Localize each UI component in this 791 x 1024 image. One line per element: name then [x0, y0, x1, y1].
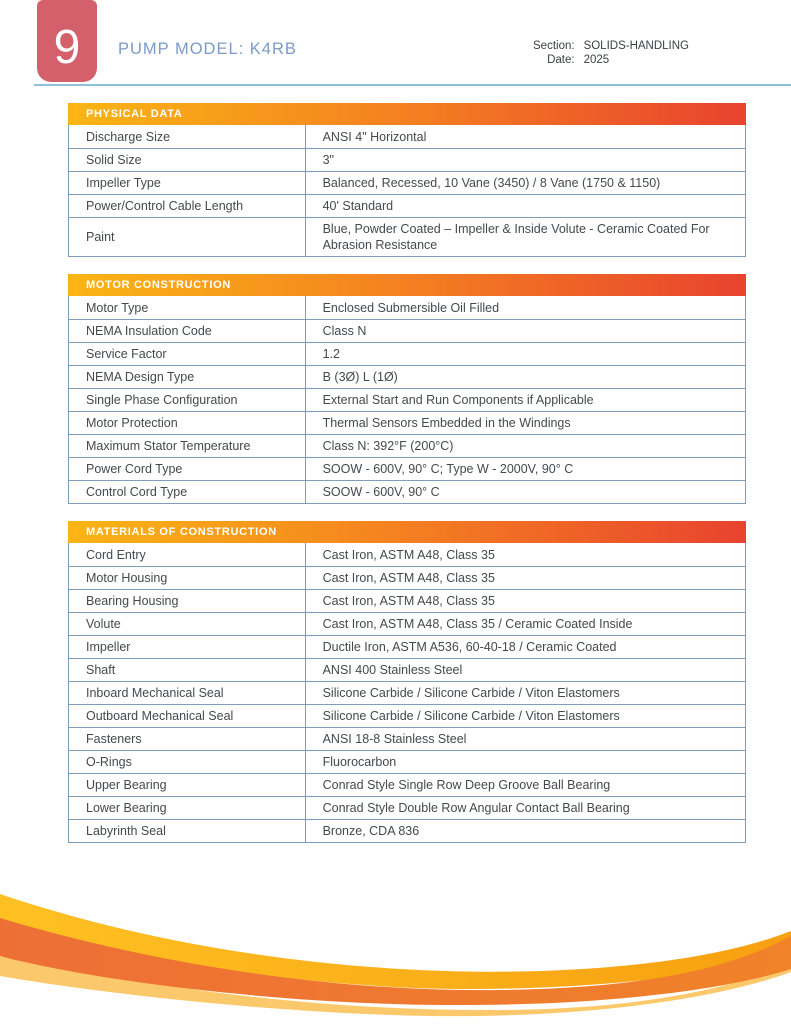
spec-label: Power Cord Type — [69, 458, 306, 480]
spec-label: Paint — [69, 218, 306, 256]
table-row — [69, 480, 745, 503]
date-label: Date: — [547, 54, 575, 66]
spec-value: Fluorocarbon — [322, 755, 397, 769]
table-row — [69, 704, 745, 727]
wave-peach-band — [0, 956, 791, 1016]
spec-value: ANSI 400 Stainless Steel — [322, 663, 463, 677]
spec-value: Ductile Iron, ASTM A536, 60-40-18 / Ceramic Coated — [322, 640, 617, 654]
spec-value: Conrad Style Double Row Angular Contact Ball Bearing — [322, 801, 630, 815]
table-body — [68, 296, 746, 504]
table-row — [69, 750, 745, 773]
spec-value: Class N: 392°F (200°C) — [322, 439, 454, 453]
spec-label: Lower Bearing — [69, 797, 306, 819]
table-title: MOTOR CONSTRUCTION — [68, 274, 746, 296]
spec-label: Maximum Stator Temperature — [69, 435, 306, 457]
spec-value: B (3Ø) L (1Ø) — [322, 370, 398, 384]
page-number-badge — [37, 0, 97, 82]
spec-label: Outboard Mechanical Seal — [69, 705, 306, 727]
spec-label: Motor Type — [69, 296, 306, 319]
table-row — [69, 457, 745, 480]
table-row — [69, 319, 745, 342]
page-number: 9 — [53, 21, 81, 74]
spec-label: Impeller Type — [69, 172, 306, 194]
page-header — [0, 0, 791, 86]
spec-label: Power/Control Cable Length — [69, 195, 306, 217]
table-row — [69, 773, 745, 796]
table-row — [69, 171, 745, 194]
table-row — [69, 365, 745, 388]
materials-of-construction-table — [68, 521, 746, 843]
table-row — [69, 612, 745, 635]
spec-label: Shaft — [69, 659, 306, 681]
spec-value: Conrad Style Single Row Deep Groove Ball Bearing — [322, 778, 611, 792]
spec-label: Motor Protection — [69, 412, 306, 434]
spec-value: Blue, Powder Coated – Impeller & Inside Volute - Ceramic Coated For Abrasion Resistance — [322, 222, 710, 252]
spec-label: Fasteners — [69, 728, 306, 750]
table-row — [69, 296, 745, 319]
table-row — [69, 434, 745, 457]
table-body — [68, 125, 746, 257]
spec-label: Volute — [69, 613, 306, 635]
spec-value: Balanced, Recessed, 10 Vane (3450) / 8 Vane (1750 & 1150) — [322, 176, 661, 190]
table-row — [69, 342, 745, 365]
page-title: PUMP MODEL: K4RB — [118, 40, 297, 58]
spec-value: 3" — [322, 153, 334, 167]
spec-value: Silicone Carbide / Silicone Carbide / Viton Elastomers — [322, 686, 620, 700]
spec-value: Class N — [322, 324, 367, 338]
motor-construction-table — [68, 274, 746, 504]
spec-value: ANSI 18-8 Stainless Steel — [322, 732, 467, 746]
spec-value: Bronze, CDA 836 — [322, 824, 420, 838]
table-row — [69, 681, 745, 704]
footer-wave-graphic — [0, 860, 791, 1024]
spec-value: Cast Iron, ASTM A48, Class 35 — [322, 571, 495, 585]
table-row — [69, 194, 745, 217]
spec-value: Thermal Sensors Embedded in the Windings — [322, 416, 571, 430]
table-row — [69, 796, 745, 819]
table-title: MATERIALS OF CONSTRUCTION — [68, 521, 746, 543]
spec-label: O-Rings — [69, 751, 306, 773]
spec-value: Cast Iron, ASTM A48, Class 35 — [322, 547, 495, 562]
spec-value: 1.2 — [322, 347, 340, 361]
table-row — [69, 411, 745, 434]
table-row — [69, 388, 745, 411]
spec-value: Silicone Carbide / Silicone Carbide / Viton Elastomers — [322, 709, 620, 723]
table-row — [69, 727, 745, 750]
spec-label: Motor Housing — [69, 567, 306, 589]
spec-label: NEMA Design Type — [69, 366, 306, 388]
table-row — [69, 566, 745, 589]
table-row — [69, 125, 745, 148]
spec-value: ANSI 4" Horizontal — [322, 129, 427, 144]
spec-label: Impeller — [69, 636, 306, 658]
table-row — [69, 635, 745, 658]
spec-label: Discharge Size — [69, 125, 306, 148]
spec-value: SOOW - 600V, 90° C — [322, 485, 440, 499]
spec-label: Labyrinth Seal — [69, 820, 306, 842]
date-value: 2025 — [583, 54, 610, 66]
page-meta — [533, 40, 689, 66]
spec-content — [68, 103, 746, 860]
header-divider — [34, 84, 791, 86]
spec-label: NEMA Insulation Code — [69, 320, 306, 342]
spec-value: SOOW - 600V, 90° C; Type W - 2000V, 90° C — [322, 462, 574, 476]
spec-value: Cast Iron, ASTM A48, Class 35 / Ceramic Coated Inside — [322, 617, 633, 631]
table-row — [69, 819, 745, 842]
wave-orange-band — [0, 918, 791, 1005]
spec-value: 40' Standard — [322, 199, 394, 213]
table-row — [69, 589, 745, 612]
physical-data-table — [68, 103, 746, 257]
table-row — [69, 543, 745, 566]
spec-label: Bearing Housing — [69, 590, 306, 612]
spec-label: Service Factor — [69, 343, 306, 365]
spec-value: External Start and Run Components if Applicable — [322, 393, 594, 407]
section-label: Section: — [533, 40, 575, 52]
spec-label: Inboard Mechanical Seal — [69, 682, 306, 704]
table-row — [69, 148, 745, 171]
spec-label: Single Phase Configuration — [69, 389, 306, 411]
spec-value: Enclosed Submersible Oil Filled — [322, 300, 500, 315]
spec-value: Cast Iron, ASTM A48, Class 35 — [322, 594, 495, 608]
table-row — [69, 658, 745, 681]
spec-label: Cord Entry — [69, 543, 306, 566]
spec-label: Upper Bearing — [69, 774, 306, 796]
table-body — [68, 543, 746, 843]
spec-label: Solid Size — [69, 149, 306, 171]
spec-label: Control Cord Type — [69, 481, 306, 503]
wave-gold-band — [0, 894, 791, 989]
section-value: SOLIDS-HANDLING — [583, 40, 689, 52]
table-title: PHYSICAL DATA — [68, 103, 746, 125]
table-row — [69, 217, 745, 256]
